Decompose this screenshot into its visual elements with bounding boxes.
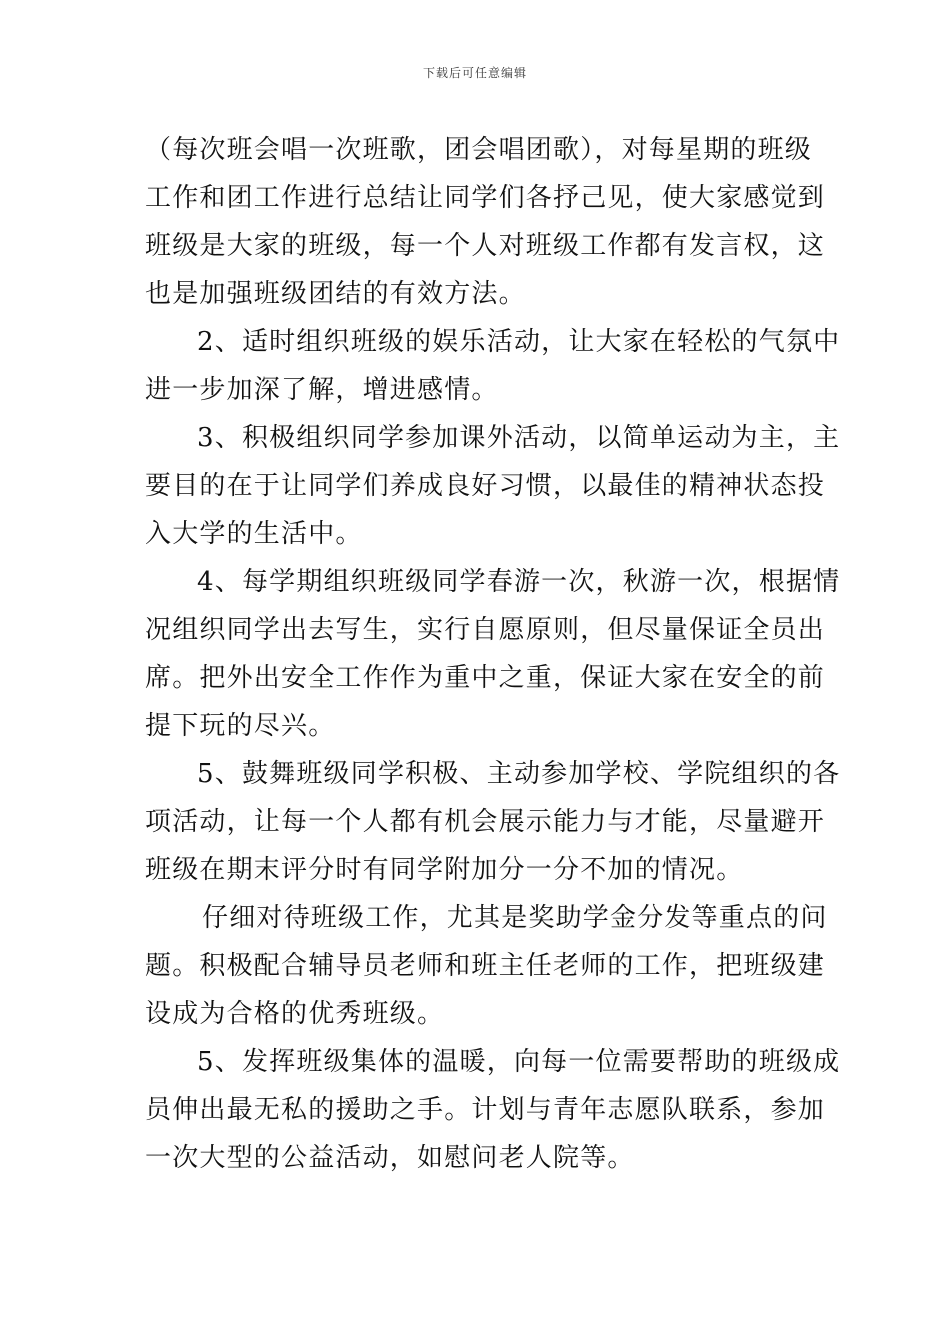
paragraph-line: 4、每学期组织班级同学春游一次，秋游一次，根据情	[197, 567, 841, 597]
page-header: 下载后可任意编辑	[422, 66, 527, 80]
paragraph-line: 仔细对待班级工作，尤其是奖助学金分发等重点的问	[202, 903, 828, 933]
paragraph-6	[145, 894, 828, 1038]
paragraph-line: （每次班会唱一次班歌，团会唱团歌），对每星期的班级	[145, 135, 813, 165]
paragraph-line: 5、发挥班级集体的温暖，向每一位需要帮助的班级成	[197, 1047, 841, 1077]
paragraph-line: 要目的在于让同学们养成良好习惯，以最佳的精神状态投	[145, 471, 826, 501]
paragraph-line: 设成为合格的优秀班级。	[145, 999, 445, 1029]
paragraph-line: 席。把外出安全工作作为重中之重，保证大家在安全的前	[145, 663, 826, 693]
paragraph-7	[145, 1038, 841, 1182]
paragraph-5	[145, 750, 841, 894]
paragraph-line: 况组织同学出去写生，实行自愿原则，但尽量保证全员出	[145, 615, 826, 645]
paragraph-line: 员伸出最无私的援助之手。计划与青年志愿队联系，参加	[145, 1095, 826, 1125]
document-body	[145, 126, 841, 1182]
paragraph-line: 提下玩的尽兴。	[145, 711, 336, 741]
paragraph-line: 一次大型的公益活动，如慰问老人院等。	[145, 1143, 635, 1173]
paragraph-line: 5、鼓舞班级同学积极、主动参加学校、学院组织的各	[197, 759, 841, 789]
paragraph-line: 工作和团工作进行总结让同学们各抒己见，使大家感觉到	[145, 183, 826, 213]
paragraph-line: 班级在期末评分时有同学附加分一分不加的情况。	[145, 855, 744, 885]
paragraph-line: 项活动，让每一个人都有机会展示能力与才能，尽量避开	[145, 807, 826, 837]
paragraph-1	[145, 126, 826, 318]
paragraph-3	[145, 414, 841, 558]
paragraph-line: 2、适时组织班级的娱乐活动，让大家在轻松的气氛中	[197, 327, 841, 357]
paragraph-line: 班级是大家的班级，每一个人对班级工作都有发言权，这	[145, 231, 826, 261]
paragraph-line: 3、积极组织同学参加课外活动，以简单运动为主，主	[197, 423, 841, 453]
paragraph-4	[145, 558, 841, 750]
paragraph-line: 入大学的生活中。	[145, 519, 363, 549]
paragraph-2	[145, 318, 841, 414]
paragraph-line: 也是加强班级团结的有效方法。	[145, 279, 526, 309]
paragraph-line: 进一步加深了解，增进感情。	[145, 375, 499, 405]
paragraph-line: 题。积极配合辅导员老师和班主任老师的工作，把班级建	[145, 951, 826, 981]
